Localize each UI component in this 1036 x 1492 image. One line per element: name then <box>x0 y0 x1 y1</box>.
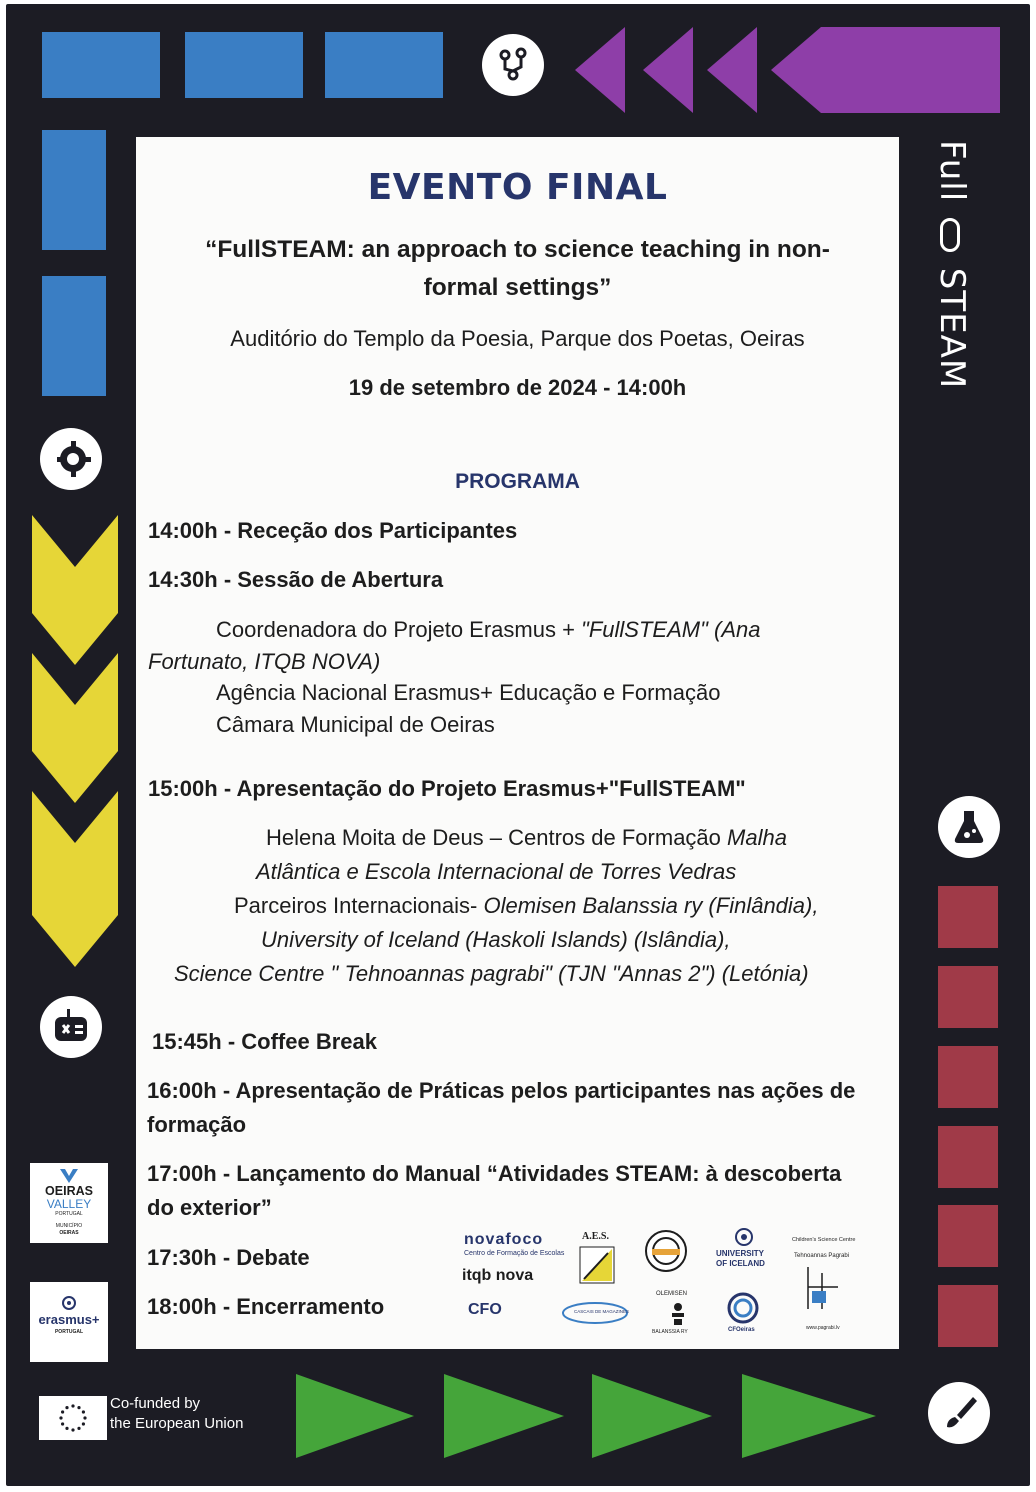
top-purple-arrows <box>575 27 1002 113</box>
uoi-line1: UNIVERSITY <box>716 1249 765 1258</box>
paintbrush-icon <box>928 1382 990 1444</box>
olemisen-line2: BALANSSIA RY <box>652 1329 688 1335</box>
gear-icon <box>40 428 102 490</box>
partner-logos <box>456 1227 876 1342</box>
event-title: EVENTO FINAL <box>367 167 668 208</box>
right-red-block-3 <box>938 1046 998 1108</box>
abertura-line4: Câmara Municipal de Oeiras <box>216 712 495 737</box>
tehnoannas-building-icon <box>802 1263 842 1313</box>
right-red-block-5 <box>938 1205 998 1267</box>
left-blue-block-2 <box>42 276 106 396</box>
oeiras-line5: OEIRAS <box>59 1230 79 1236</box>
bottom-green-arrows <box>296 1374 896 1458</box>
novafoco-logo: novafoco <box>464 1231 544 1248</box>
cascais-logo: CASCAIS DE MAGAZINES <box>574 1309 630 1314</box>
flask-icon <box>938 796 1000 858</box>
uoi-line2: OF ICELAND <box>716 1259 765 1268</box>
program-panel <box>136 137 899 1349</box>
abertura-line1 <box>216 614 760 646</box>
top-blue-block-2 <box>185 32 303 98</box>
olemisen-balance-icon <box>666 1301 690 1327</box>
erasmus-sub: PORTUGAL <box>54 1329 84 1335</box>
apresentacao-line4: University of Iceland (Haskoli Islands) (Islândia), <box>261 927 731 952</box>
apresentacao-line1 <box>266 822 787 854</box>
eu-flag <box>39 1396 107 1440</box>
subtitle-line1: “FullSTEAM: an approach to science teaching in non- <box>205 236 830 263</box>
right-red-block-1 <box>938 886 998 948</box>
erasmus-swirl-icon <box>62 1296 76 1310</box>
apresentacao-line1-italic: Malha <box>727 825 787 850</box>
olemisen-line1: OLEMISEN <box>656 1291 688 1297</box>
university-iceland-icon <box>734 1227 754 1247</box>
game-controller-icon <box>40 996 102 1058</box>
circuit-icon <box>482 34 544 96</box>
aes-emblem-icon <box>578 1245 616 1285</box>
agenda-item-1700-line2: do exterior” <box>147 1195 272 1220</box>
agenda-item-1400: 14:00h - Receção dos Participantes <box>148 518 518 543</box>
event-venue: Auditório do Templo da Poesia, Parque dos Poetas, Oeiras <box>230 326 805 351</box>
agenda-item-1700-line1: 17:00h - Lançamento do Manual “Atividades STEAM: à descoberta <box>147 1161 842 1186</box>
erasmus-wordmark: erasmus+ <box>38 1312 100 1327</box>
apresentacao-line3-plain: Parceiros Internacionais- <box>234 893 484 918</box>
abertura-line3: Agência Nacional Erasmus+ Educação e Formação <box>216 680 721 705</box>
left-yellow-chevrons <box>32 515 118 975</box>
apresentacao-line2: Atlântica e Escola Internacional de Torres Vedras <box>256 859 737 884</box>
event-date: 19 de setembro de 2024 - 14:00h <box>348 375 687 400</box>
itqb-logo: itqb nova <box>462 1267 534 1284</box>
agenda-item-1730: 17:30h - Debate <box>147 1245 310 1270</box>
abertura-line2: Fortunato, ITQB NOVA) <box>148 649 381 674</box>
aes-logo: A.E.S. <box>582 1231 609 1242</box>
subtitle-line2: formal settings” <box>423 274 612 301</box>
oeiras-line3: PORTUGAL <box>55 1211 83 1217</box>
pagrabi-url: www.pagrabi.lv <box>806 1325 840 1331</box>
agenda-item-1600-line1: 16:00h - Apresentação de Práticas pelos participantes nas ações de <box>147 1078 856 1103</box>
test-tube-icon <box>941 218 961 252</box>
oeiras-line1: OEIRAS <box>45 1184 93 1198</box>
oeiras-valley-logo <box>30 1163 108 1243</box>
agenda-item-1700 <box>147 1157 892 1225</box>
event-subtitle <box>166 231 869 307</box>
cfo-logo: CFO <box>468 1301 502 1318</box>
fullsteam-side-title <box>922 140 972 390</box>
erasmus-plus-logo <box>30 1282 108 1362</box>
top-blue-block-3 <box>325 32 443 98</box>
apresentacao-line1-plain: Helena Moita de Deus – Centros de Formação <box>266 825 728 850</box>
top-blue-block-1 <box>42 32 160 98</box>
right-red-block-2 <box>938 966 998 1028</box>
cfoeiras-icon <box>726 1291 760 1325</box>
agenda-item-1430: 14:30h - Sessão de Abertura <box>148 567 444 592</box>
agenda-item-1500: 15:00h - Apresentação do Projeto Erasmus+"FullSTEAM" <box>148 776 746 801</box>
side-title-steam: STEAM <box>932 267 972 390</box>
science-centre-label: Children's Science Centre <box>792 1237 856 1243</box>
agenda-item-1600 <box>147 1074 892 1142</box>
agenda-item-1800: 18:00h - Encerramento <box>147 1294 385 1319</box>
left-blue-block-1 <box>42 130 106 250</box>
school-seal-icon <box>644 1229 688 1273</box>
eu-line2: the European Union <box>110 1415 244 1432</box>
eu-flag-icon <box>39 1396 107 1440</box>
oeiras-v-icon <box>60 1169 78 1183</box>
apresentacao-line5: Science Centre " Tehnoannas pagrabi" (TJN "Annas 2") (Letónia) <box>174 961 809 986</box>
programa-heading: PROGRAMA <box>455 470 580 493</box>
oeiras-line4: MUNICÍPIO <box>55 1223 83 1229</box>
right-red-block-6 <box>938 1285 998 1347</box>
apresentacao-line3-italic: Olemisen Balanssia ry (Finlândia), <box>483 893 819 918</box>
novafoco-sub: Centro de Formação de Escolas <box>464 1250 565 1257</box>
agenda-item-1600-line2: formação <box>147 1112 247 1137</box>
cfoeiras-logo: CFOeiras <box>728 1327 755 1333</box>
side-title-full: Full <box>932 140 972 203</box>
right-red-block-4 <box>938 1126 998 1188</box>
apresentacao-line3 <box>234 890 818 922</box>
eu-cofunded-text <box>110 1394 243 1434</box>
abertura-line1-italic: "FullSTEAM" (Ana <box>581 617 761 642</box>
oeiras-line2: VALLEY <box>46 1197 92 1211</box>
abertura-line1-plain: Coordenadora do Projeto Erasmus + <box>216 617 582 642</box>
tehnoannas-logo: Tehnoannas Pagrabi <box>794 1253 850 1259</box>
eu-line1: Co-funded by <box>110 1395 201 1412</box>
agenda-item-1545: 15:45h - Coffee Break <box>152 1029 377 1054</box>
